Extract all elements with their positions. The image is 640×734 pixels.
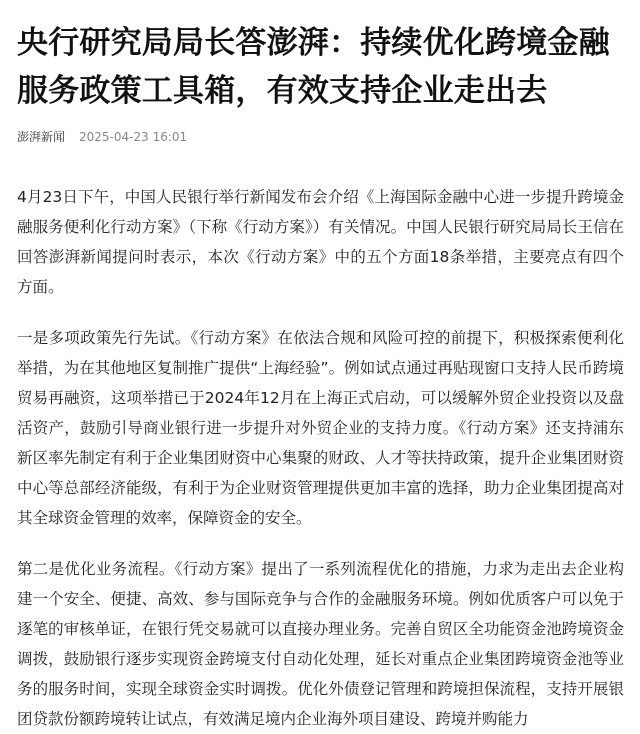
article-meta bbox=[17, 129, 624, 145]
paragraph-2: 一是多项政策先行先试。《行动方案》在依法合规和风险可控的前提下，积极探索便利化举措，为在其他地区复制推广提供“上海经验”。例如试点通过再贴现窗口支持人民币跨境贸易再融资，这项举措已于2024年12月在上海正式启动，可以缓解外贸企业投资以及盘活资产，鼓励引导商业银行进一步提升对外贸企业的支持力度。《行动方案》还支持浦东新区率先制定有利于企业集团财资中心集聚的财政、人才等扶持政策，提升企业集团财资中心等总部经济能级，有利于为企业财资管理提供更加丰富的选择，助力企业集团提高对其全球资金管理的效率，保障资金的安全。 bbox=[17, 329, 624, 527]
article-title: 央行研究局局长答澎湃：持续优化跨境金融服务政策工具箱，有效支持企业走出去 bbox=[17, 25, 610, 109]
paragraph-3: 第二是优化业务流程。《行动方案》提出了一系列流程优化的措施，力求为走出去企业构建一个安全、便捷、高效、参与国际竞争与合作的金融服务环境。例如优质客户可以免于逐笔的审核单证，在银行凭交易就可以直接办理业务。完善自贸区全功能资金池跨境资金调拨，鼓励银行逐步实现资金跨境支付自动化处理，延长对重点企业集团跨境资金池等业务的服务时间，实现全球资金实时调拨。优化外债登记管理和跨境担保流程，支持开展银团贷款份额跨境转让试点，有效满足境内企业海外项目建设、跨境并购能力 bbox=[17, 560, 624, 728]
source-link[interactable]: 澎湃新闻 bbox=[17, 130, 66, 144]
article-body bbox=[17, 182, 624, 734]
publish-time: 2025-04-23 16:01 bbox=[79, 130, 188, 144]
paragraph-1: 4月23日下午，中国人民银行举行新闻发布会介绍《上海国际金融中心进一步提升跨境金融服务便利化行动方案》（下称《行动方案》）有关情况。中国人民银行研究局局长王信在回答澎湃新闻提问时表示，本次《行动方案》中的五个方面18条举措，主要亮点有四个方面。 bbox=[17, 188, 624, 296]
